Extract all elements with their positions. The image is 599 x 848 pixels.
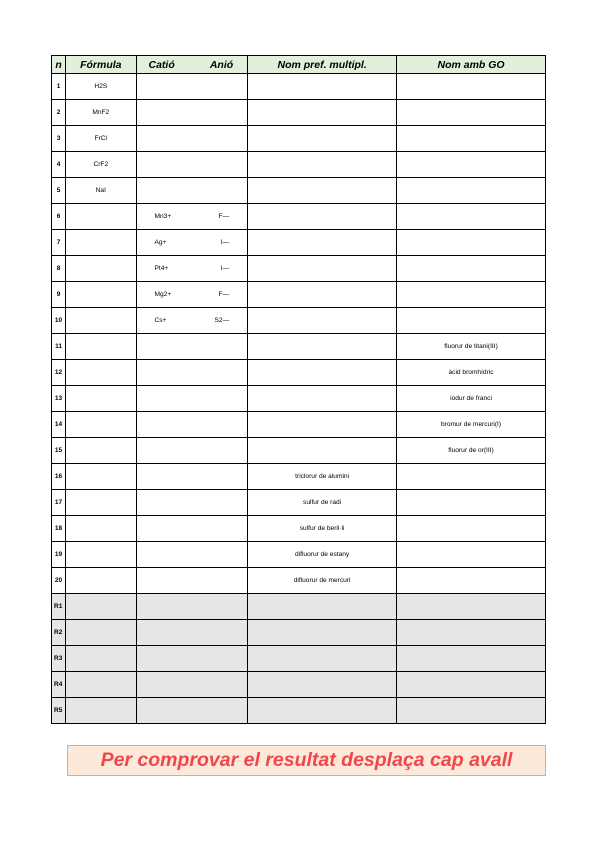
nom-go-cell[interactable] xyxy=(397,230,546,256)
header-nom-pref: Nom pref. multipl. xyxy=(248,56,397,74)
nom-pref-cell[interactable] xyxy=(248,594,397,620)
nom-go-cell[interactable] xyxy=(397,594,546,620)
nom-go-cell[interactable] xyxy=(397,178,546,204)
nom-pref-cell[interactable] xyxy=(248,412,397,438)
nom-go-cell[interactable] xyxy=(397,698,546,724)
nom-pref-cell[interactable] xyxy=(248,178,397,204)
cation-value: Ag+ xyxy=(154,239,167,246)
row-number: R3 xyxy=(52,646,66,672)
nom-go-cell[interactable] xyxy=(397,282,546,308)
scroll-hint-banner: Per comprovar el resultat desplaça cap avall xyxy=(67,745,546,776)
cation-anion-cell[interactable] xyxy=(136,438,248,464)
nom-pref-cell[interactable] xyxy=(248,74,397,100)
header-anion: Anió xyxy=(209,58,234,71)
cation-value: Mg2+ xyxy=(154,291,172,298)
formula-cell[interactable] xyxy=(66,386,136,412)
formula-cell[interactable]: MnF2 xyxy=(66,100,136,126)
anion-value: F— xyxy=(218,213,230,220)
formula-cell[interactable] xyxy=(66,308,136,334)
table-row xyxy=(52,698,546,724)
header-cation-anion xyxy=(136,56,248,74)
nom-go-cell[interactable] xyxy=(397,464,546,490)
table-row xyxy=(52,516,546,542)
formula-cell[interactable] xyxy=(66,698,136,724)
row-number: 1 xyxy=(52,74,66,100)
table-row xyxy=(52,360,546,386)
row-number: 16 xyxy=(52,464,66,490)
row-number: 18 xyxy=(52,516,66,542)
header-n: n xyxy=(52,56,66,74)
cation-anion-cell[interactable] xyxy=(136,178,248,204)
formula-cell[interactable] xyxy=(66,360,136,386)
nom-pref-cell[interactable] xyxy=(248,100,397,126)
row-number: R1 xyxy=(52,594,66,620)
nom-go-cell[interactable] xyxy=(397,672,546,698)
row-number: 2 xyxy=(52,100,66,126)
nom-go-cell[interactable] xyxy=(397,152,546,178)
table-row xyxy=(52,672,546,698)
nom-go-cell[interactable]: iodur de franci xyxy=(397,386,546,412)
table-row xyxy=(52,412,546,438)
nom-pref-cell[interactable]: triclorur de alumini xyxy=(248,464,397,490)
formula-cell[interactable] xyxy=(66,256,136,282)
table-row xyxy=(52,620,546,646)
formula-cell[interactable]: FrCl xyxy=(66,126,136,152)
nom-go-cell[interactable] xyxy=(397,490,546,516)
nom-pref-cell[interactable] xyxy=(248,672,397,698)
row-number: 9 xyxy=(52,282,66,308)
table-row xyxy=(52,568,546,594)
header-row xyxy=(52,56,546,74)
nom-go-cell[interactable]: àcid bromhídric xyxy=(397,360,546,386)
nom-pref-cell[interactable] xyxy=(248,438,397,464)
nom-pref-cell[interactable] xyxy=(248,152,397,178)
table-row xyxy=(52,256,546,282)
anion-value: F— xyxy=(218,291,230,298)
nom-pref-cell[interactable] xyxy=(248,126,397,152)
cation-anion-cell[interactable] xyxy=(136,282,248,308)
cation-value: Mn3+ xyxy=(154,213,172,220)
row-number: 13 xyxy=(52,386,66,412)
nom-go-cell[interactable] xyxy=(397,646,546,672)
nom-go-cell[interactable] xyxy=(397,516,546,542)
nom-go-cell[interactable] xyxy=(397,256,546,282)
nom-go-cell[interactable] xyxy=(397,568,546,594)
row-number: R5 xyxy=(52,698,66,724)
cation-anion-cell[interactable] xyxy=(136,542,248,568)
row-number: 15 xyxy=(52,438,66,464)
cation-value: Pt4+ xyxy=(154,265,169,272)
row-number: R2 xyxy=(52,620,66,646)
cation-anion-cell[interactable] xyxy=(136,672,248,698)
cation-anion-cell[interactable] xyxy=(136,490,248,516)
cation-anion-cell[interactable] xyxy=(136,100,248,126)
formula-cell[interactable] xyxy=(66,412,136,438)
table-row xyxy=(52,100,546,126)
nom-pref-cell[interactable] xyxy=(248,256,397,282)
exercise-table xyxy=(51,55,546,724)
table-row xyxy=(52,646,546,672)
row-number: 4 xyxy=(52,152,66,178)
nom-go-cell[interactable] xyxy=(397,620,546,646)
nom-go-cell[interactable]: bromur de mercuri(I) xyxy=(397,412,546,438)
formula-cell[interactable] xyxy=(66,516,136,542)
nom-pref-cell[interactable] xyxy=(248,620,397,646)
formula-cell[interactable] xyxy=(66,646,136,672)
cation-anion-cell[interactable] xyxy=(136,386,248,412)
formula-cell[interactable]: CrF2 xyxy=(66,152,136,178)
formula-cell[interactable] xyxy=(66,672,136,698)
header-nom-go: Nom amb GO xyxy=(397,56,546,74)
formula-cell[interactable] xyxy=(66,204,136,230)
table-row xyxy=(52,386,546,412)
table-row xyxy=(52,126,546,152)
formula-cell[interactable] xyxy=(66,230,136,256)
nom-go-cell[interactable] xyxy=(397,204,546,230)
table-row xyxy=(52,74,546,100)
row-number: 7 xyxy=(52,230,66,256)
nom-go-cell[interactable]: fluorur de titani(III) xyxy=(397,334,546,360)
nom-go-cell[interactable] xyxy=(397,308,546,334)
cation-anion-cell[interactable] xyxy=(136,464,248,490)
table-row xyxy=(52,308,546,334)
cation-anion-cell[interactable] xyxy=(136,204,248,230)
row-number: 19 xyxy=(52,542,66,568)
nom-pref-cell[interactable] xyxy=(248,334,397,360)
table-row xyxy=(52,438,546,464)
anion-value: I— xyxy=(220,265,230,272)
nom-pref-cell[interactable] xyxy=(248,646,397,672)
formula-cell[interactable] xyxy=(66,490,136,516)
cation-anion-cell[interactable] xyxy=(136,594,248,620)
cation-anion-cell[interactable] xyxy=(136,126,248,152)
row-number: 8 xyxy=(52,256,66,282)
formula-cell[interactable]: NaI xyxy=(66,178,136,204)
row-number: 10 xyxy=(52,308,66,334)
formula-cell[interactable] xyxy=(66,464,136,490)
nom-go-cell[interactable] xyxy=(397,126,546,152)
cation-anion-cell[interactable] xyxy=(136,230,248,256)
row-number: 17 xyxy=(52,490,66,516)
nom-pref-cell[interactable] xyxy=(248,308,397,334)
row-number: 12 xyxy=(52,360,66,386)
header-cation: Catió xyxy=(148,58,175,71)
formula-cell[interactable] xyxy=(66,334,136,360)
formula-cell[interactable] xyxy=(66,282,136,308)
nom-pref-cell[interactable] xyxy=(248,360,397,386)
table-row xyxy=(52,334,546,360)
formula-cell[interactable] xyxy=(66,594,136,620)
nom-pref-cell[interactable]: difluorur de estany xyxy=(248,542,397,568)
formula-cell[interactable] xyxy=(66,568,136,594)
nom-pref-cell[interactable] xyxy=(248,230,397,256)
cation-anion-cell[interactable] xyxy=(136,568,248,594)
row-number: R4 xyxy=(52,672,66,698)
table-row xyxy=(52,490,546,516)
cation-anion-cell[interactable] xyxy=(136,308,248,334)
cation-anion-cell[interactable] xyxy=(136,412,248,438)
table-row xyxy=(52,230,546,256)
nom-go-cell[interactable] xyxy=(397,74,546,100)
nom-pref-cell[interactable]: sulfur de radi xyxy=(248,490,397,516)
cation-anion-cell[interactable] xyxy=(136,516,248,542)
formula-cell[interactable] xyxy=(66,620,136,646)
header-formula: Fórmula xyxy=(66,56,136,74)
row-number: 11 xyxy=(52,334,66,360)
cation-anion-cell[interactable] xyxy=(136,698,248,724)
table-row xyxy=(52,282,546,308)
row-number: 14 xyxy=(52,412,66,438)
table-row xyxy=(52,464,546,490)
nom-pref-cell[interactable] xyxy=(248,698,397,724)
nom-go-cell[interactable] xyxy=(397,100,546,126)
cation-anion-cell[interactable] xyxy=(136,620,248,646)
cation-anion-cell[interactable] xyxy=(136,334,248,360)
nom-pref-cell[interactable]: difluorur de mercuri xyxy=(248,568,397,594)
cation-anion-cell[interactable] xyxy=(136,152,248,178)
cation-value: Cs+ xyxy=(154,317,167,324)
nom-pref-cell[interactable] xyxy=(248,204,397,230)
nom-go-cell[interactable]: fluorur de or(III) xyxy=(397,438,546,464)
anion-value: I— xyxy=(220,239,230,246)
table-row xyxy=(52,542,546,568)
nom-pref-cell[interactable] xyxy=(248,386,397,412)
formula-cell[interactable] xyxy=(66,542,136,568)
row-number: 5 xyxy=(52,178,66,204)
row-number: 3 xyxy=(52,126,66,152)
table-row xyxy=(52,178,546,204)
table-row xyxy=(52,204,546,230)
row-number: 6 xyxy=(52,204,66,230)
cation-anion-cell[interactable] xyxy=(136,646,248,672)
cation-anion-cell[interactable] xyxy=(136,360,248,386)
anion-value: S2— xyxy=(214,317,230,324)
row-number: 20 xyxy=(52,568,66,594)
table-row xyxy=(52,594,546,620)
cation-anion-cell[interactable] xyxy=(136,74,248,100)
formula-cell[interactable]: H2S xyxy=(66,74,136,100)
nom-pref-cell[interactable]: sulfur de beril·li xyxy=(248,516,397,542)
nom-go-cell[interactable] xyxy=(397,542,546,568)
formula-cell[interactable] xyxy=(66,438,136,464)
nom-pref-cell[interactable] xyxy=(248,282,397,308)
cation-anion-cell[interactable] xyxy=(136,256,248,282)
table-row xyxy=(52,152,546,178)
